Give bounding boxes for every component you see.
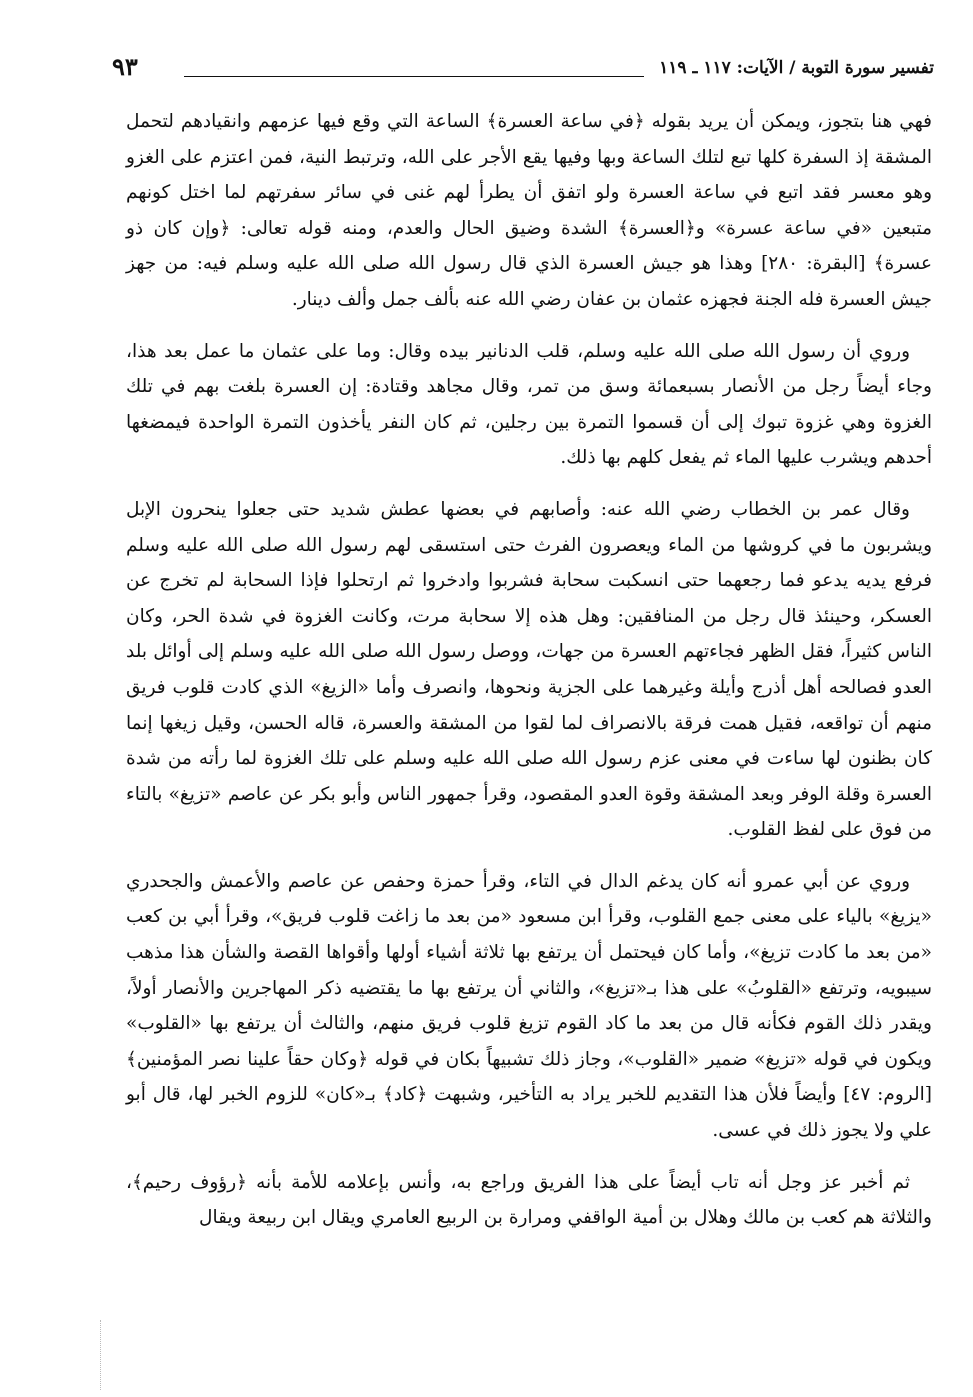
page-header xyxy=(112,52,934,88)
running-title: تفسير سورة التوبة / الآيات: ١١٧ ـ ١١٩ xyxy=(659,58,934,78)
paragraph: وقال عمر بن الخطاب رضي الله عنه: وأصابهم في بعضها عطش شديد حتى جعلوا ينحرون الإبل ويشربون ما في كروشها من الماء ويعصرون الفرث حتى استسقى لهم رسول الله صلى الله عليه وسلم فرفع يديه يدعو فما رجعهما حتى انسكبت سحابة فشربوا وادخروا ثم ارتحلوا فإذا السحابة لم تخرج عن العسكر، وحينئذ قال رجل من المنافقين: وهل هذه إلا سحابة مرت، وكانت الغزوة في شدة الحر، وكان الناس كثيراً، فقل الظهر فجاءتهم العسرة من جهات، ووصل رسول الله صلى الله عليه وسلم إلى أوائل بلد العدو فصالحه أهل أذرج وأيلة وغيرهما على الجزية ونحوها، وانصرف وأما «الزيغ» الذي كادت قلوب فريق منهم أن تواقعه، فقيل همت فرقة بالانصراف لما لقوا من المشقة والعسرة، قاله الحسن، وقيل زيغها إنما كان بظنون لها ساءت في معنى عزم رسول الله صلى الله عليه وسلم على تلك الغزوة لما رأته من شدة العسرة وقلة الوفر وبعد المشقة وقوة العدو المقصود، وقرأ جمهور الناس وأبو بكر عن عاصم «تزيغ» بالتاء من فوق على لفظ القلوب. xyxy=(126,498,932,841)
body-text xyxy=(126,104,932,1252)
scan-margin-mark xyxy=(100,1320,101,1390)
paragraph: وروي أن رسول الله صلى الله عليه وسلم، قلب الدنانير بيده وقال: وما على عثمان ما عمل بعد هذا، وجاء أيضاً رجل من الأنصار بسبعمائة وسق من تمر، وقال مجاهد وقتادة: إن العسرة بلغت بهم في تلك الغزوة وهي غزوة تبوك إلى أن قسموا التمرة بين رجلين، ثم كان النفر يأخذون التمرة الواحدة فيمضغها أحدهم ويشرب عليها الماء ثم يفعل كلهم بها ذلك. xyxy=(126,340,932,469)
page-number: ٩٣ xyxy=(112,52,138,81)
paragraph: وروي عن أبي عمرو أنه كان يدغم الدال في التاء، وقرأ حمزة وحفص عن عاصم والأعمش والجحدري «يزيغ» بالياء على معنى جمع القلوب، وقرأ ابن مسعود «من بعد ما زاغت قلوب فريق»، وقرأ أبي بن كعب «من بعد ما كادت تزيغ»، وأما كان فيحتمل أن يرتفع بها ثلاثة أشياء أولها وأقواها القصة والشأن هذا مذهب سيبويه، وترتفع «القلوبُ» على هذا بـ«تزيغ»، والثاني أن يرتفع بها ما يقتضيه ذكر المهاجرين والأنصار أولاً، ويقدر ذلك القوم فكأنه قال من بعد ما كاد القوم تزيغ قلوب فريق منهم، والثالث أن يرتفع بها «القلوب» ويكون في قوله «تزيغ» ضمير «القلوب»، وجاز ذلك تشبيهاً بكان في قوله ﴿وكان حقاً علينا نصر المؤمنين﴾ [الروم: ٤٧] وأيضاً فلأن هذا التقديم للخبر يراد به التأخير، وشبهت ﴿كاد﴾ بـ«كان» للزوم الخبر لها، قال أبو علي ولا يجوز ذلك في عسى. xyxy=(126,870,933,1142)
paragraph: ثم أخبر عز وجل أنه تاب أيضاً على هذا الفريق وراجع به، وأنس بإعلامه للأمة بأنه ﴿رؤوف رحيم﴾، والثلاثة هم كعب بن مالك وهلال بن أمية الواقفي ومرارة بن الربيع العامري ويقال ابن ربيعة ويقال xyxy=(126,1171,932,1229)
paragraph: فهي هنا بتجوز، ويمكن أن يريد بقوله ﴿في ساعة العسرة﴾ الساعة التي وقع فيها عزمهم وانقيادهم لتحمل المشقة إذ السفرة كلها تبع لتلك الساعة وبها وفيها يقع الأجر على الله، وترتبط النية، فمن اعتزم على الغزو وهو معسر فقد اتبع في ساعة العسرة ولو اتفق أن يطرأ لهم غنى في سائر سفرتهم لما اختل كونهم متبعين «في ساعة عسرة» و﴿العسرة﴾ الشدة وضيق الحال والعدم، ومنه قوله تعالى: ﴿وإن كان ذو عسرة﴾ [البقرة: ٢٨٠] وهذا هو جيش العسرة الذي قال رسول الله صلى الله عليه وسلم فيه: من جهز جيش العسرة فله الجنة فجهزه عثمان بن عفان رضي الله عنه بألف جمل وألف دينار. xyxy=(126,111,932,310)
header-rule xyxy=(184,76,644,77)
